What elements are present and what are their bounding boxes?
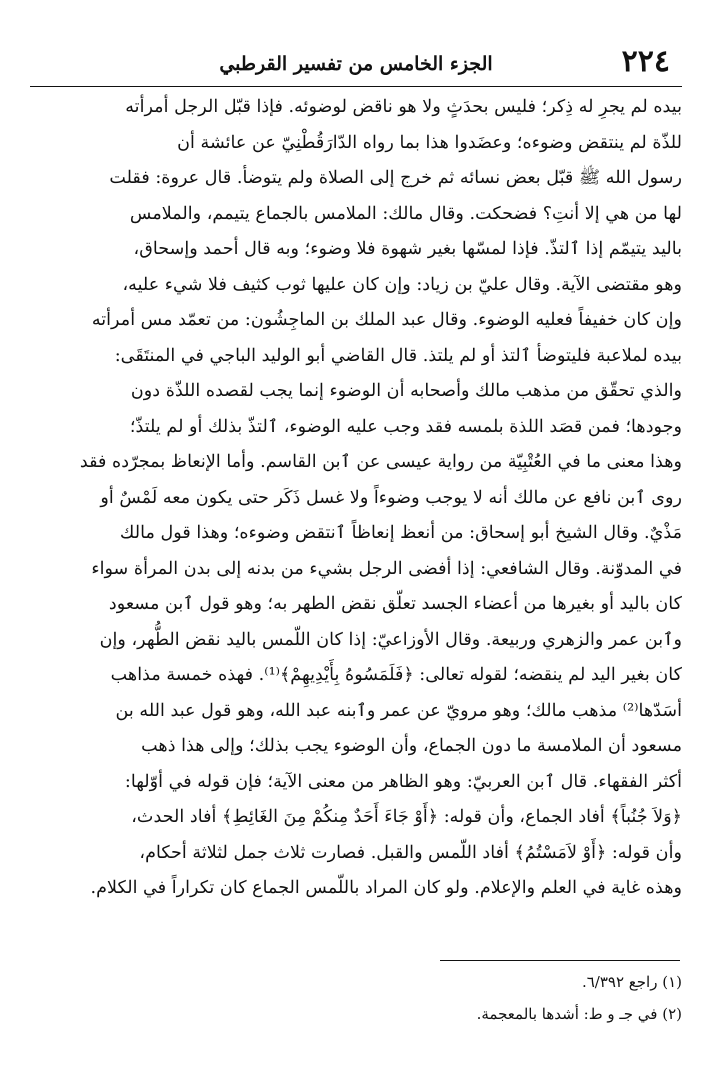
text-line: وهذا معنى ما في العُتْبِيّة من رواية عيسى عن ٱبن القاسم. وأما الإنعاظ بمجرّده فقد — [79, 452, 682, 472]
text-line: كان بغير اليد لم ينقضه؛ لقوله تعالى: ﴿فَلَمَسُوهُ بِأَيْدِيهِمْ﴾⁽¹⁾. فهذه خمسة مذاهب — [110, 665, 682, 685]
text-line: أكثر الفقهاء. قال ٱبن العربيّ: وهو الظاهر من معنى الآية؛ فإن قوله في أوّلها: — [124, 771, 682, 792]
footnote-2: (٢) في جـ و ط: أشدها بالمعجمة. — [476, 1005, 682, 1023]
text-line: ﴿وَلاَ جُنُباً﴾ أفاد الجماع، وأن قوله: ﴿أَوْ جَاءَ أَحَدٌ مِنكُمْ مِنَ الغَائِطِ﴾ أفاد الحدث، — [131, 807, 682, 827]
text-line: وإن كان خفيفاً فعليه الوضوء. وقال عبد الملك بن الماجِشُون: من تعمّد مس أمرأته — [91, 310, 682, 330]
text-line: كان باليد أو بغيرها من أعضاء الجسد تعلّق نقض الطهر به؛ وهو قول ٱبن مسعود — [108, 594, 682, 614]
footnote-1: (١) راجع ٦/٣٩٢. — [581, 973, 682, 991]
text-line: باليد يتيمّم إذا ٱلتذّ. فإذا لمسّها بغير شهوة فلا وضوء؛ وبه قال أحمد وإسحاق، — [133, 239, 682, 259]
page-header — [30, 42, 682, 92]
body-text — [30, 90, 682, 907]
running-title: الجزء الخامس من تفسير القرطبي — [219, 53, 493, 75]
text-line: روى ٱبن نافع عن مالك أنه لا يوجب وضوءاً ولا غسل ذَكَر حتى يكون معه لَمْسٌ أو — [100, 487, 682, 508]
text-line: لها من هي إلا أنتِ؟ فضحكت. وقال مالك: الملامس بالجماع يتيمم، والملامس — [129, 203, 682, 224]
text-line: وجودها؛ فمن قصَد اللذة بلمسه فقد وجب عليه الوضوء، ٱلتذّ بذلك أو لم يلتذّ؛ — [129, 416, 682, 437]
text-line: وأن قوله: ﴿أَوْ لاَمَسْتُمُ﴾ أفاد اللّمس والقبل. فصارت ثلاث جمل لثلاثة أحكام، — [139, 842, 682, 863]
text-line: مسعود أن الملامسة ما دون الجماع، وأن الوضوء يجب بذلك؛ وإلى هذا ذهب — [141, 736, 682, 756]
footnotes — [30, 966, 682, 1030]
text-line: للذّة لم ينتقض وضوءه؛ وعضَدوا هذا بما رواه الدّارَقُطْنِيّ عن عائشة أن — [177, 132, 682, 153]
text-line: وهذه غاية في العلم والإعلام. ولو كان المراد باللّمس الجماع كان تكراراً في الكلام. — [90, 878, 682, 898]
text-line: أسَدّها⁽²⁾ مذهب مالك؛ وهو مرويّ عن عمر وٱبنه عبد الله، وهو قول عبد الله بن — [115, 700, 682, 721]
text-line: مَذْيٌ. وقال الشيخ أبو إسحاق: من أنعظ إنعاظاً ٱنتقض وضوءه؛ وهذا قول مالك — [119, 523, 682, 543]
header-rule — [30, 86, 682, 87]
text-line: وهو مقتضى الآية. وقال عليّ بن زياد: وإن كان عليها ثوب كثيف فلا شيء عليه، — [122, 274, 682, 295]
page-number: ٢٢٤ — [621, 44, 670, 79]
text-line: وٱبن عمر والزهري وربيعة. وقال الأوزاعيّ: إذا كان اللّمس باليد نقض الطُّهر، وإن — [99, 629, 682, 650]
text-line: بيده لم يجرِ له ذِكر؛ فليس بحدَثٍ ولا هو ناقض لوضوئه. فإذا قبّل الرجل أمرأته — [125, 97, 682, 117]
text-line: والذي تحقّق من مذهب مالك وأصحابه أن الوضوء إنما يجب لقصده اللذّة دون — [130, 381, 682, 401]
text-line: في المدوّنة. وقال الشافعي: إذا أفضى الرجل بشيء من بدنه إلى بدن المرأة سواء — [91, 558, 682, 579]
text-line: رسول الله ﷺ قبّل بعض نسائه ثم خرج إلى الصلاة ولم يتوضأ. قال عروة: فقلت — [109, 168, 682, 188]
footnote-rule — [440, 960, 680, 961]
text-line: بيده لملاعبة فليتوضأ ٱلتذ أو لم يلتذ. قال القاضي أبو الوليد الباجي في المنتَقَى: — [114, 345, 682, 366]
